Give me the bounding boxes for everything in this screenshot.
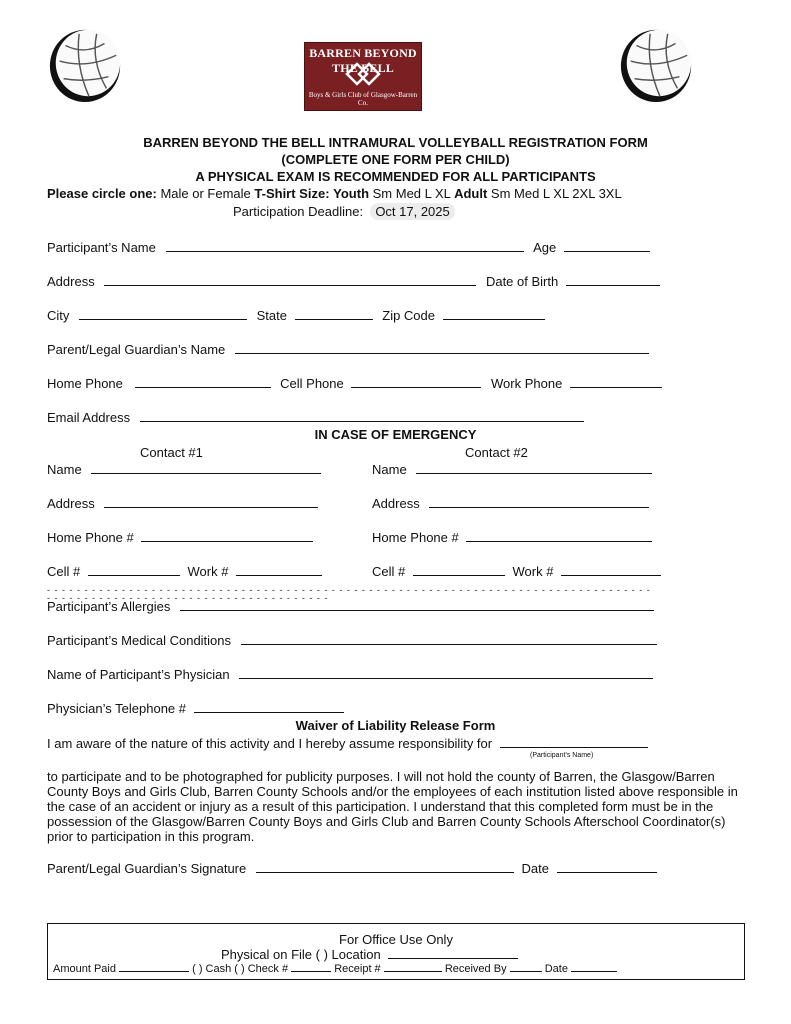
waiver-paragraph-line: County Boys and Girls Club, Barren County Schools and/or the employees of each institution listed above responsible in [47, 784, 738, 799]
physician-field[interactable] [239, 667, 653, 679]
zip-label: Zip Code [382, 308, 435, 323]
club-logo [304, 42, 422, 111]
contact2-heading: Contact #2 [465, 445, 528, 460]
guardian-name-label: Parent/Legal Guardian’s Name [47, 342, 226, 357]
form-title: BARREN BEYOND THE BELL INTRAMURAL VOLLEYBALL REGISTRATION FORM [143, 135, 648, 150]
cell-phone-label: Cell Phone [280, 376, 344, 391]
logo-text: BARREN BEYOND THE BELL [309, 46, 417, 75]
waiver-heading: Waiver of Liability Release Form [295, 718, 496, 733]
address-label: Address [47, 274, 95, 289]
logo-subtext: Boys & Girls Club of Glasgow-Barren Co. [308, 91, 418, 107]
contact1-heading: Contact #1 [140, 445, 203, 460]
emergency-heading: IN CASE OF EMERGENCY [314, 427, 477, 442]
contact1-address-label: Address [47, 496, 95, 511]
amount-paid-field[interactable] [119, 962, 189, 972]
contact2-address-row [372, 496, 649, 511]
deadline-row [233, 204, 455, 219]
contact1-address-row [47, 496, 318, 511]
contact2-home-label: Home Phone # [372, 530, 459, 545]
received-by-label: Received By [444, 963, 507, 975]
office-date-field[interactable] [571, 962, 617, 972]
participant-name-label: Participant’s Name [47, 240, 156, 255]
dob-field[interactable] [566, 274, 660, 286]
conditions-field[interactable] [241, 633, 657, 645]
physician-label: Name of Participant’s Physician [47, 667, 230, 682]
work-phone-field[interactable] [570, 376, 662, 388]
form-subtitle: (COMPLETE ONE FORM PER CHILD) [281, 152, 510, 167]
contact1-name-field[interactable] [91, 462, 321, 474]
state-label: State [256, 308, 287, 323]
waiver-participant-field[interactable] [500, 736, 648, 748]
age-field[interactable] [564, 240, 650, 252]
contact2-address-field[interactable] [429, 496, 649, 508]
office-physical-row [221, 947, 791, 962]
location-field[interactable] [388, 947, 518, 959]
payment-method-label[interactable]: ( ) Cash ( ) Check # [192, 963, 289, 975]
adult-sizes[interactable]: Sm Med L XL 2XL 3XL [490, 186, 622, 201]
contact2-name-label: Name [372, 462, 407, 477]
phones-row [47, 376, 662, 391]
contact2-address-label: Address [372, 496, 420, 511]
allergies-row [47, 599, 654, 614]
physician-phone-label: Physician’s Telephone # [47, 701, 187, 716]
signature-date-label: Date [521, 861, 549, 876]
contact1-address-field[interactable] [104, 496, 318, 508]
physician-phone-row [47, 701, 344, 716]
contact1-name-row [47, 462, 321, 477]
state-field[interactable] [295, 308, 373, 320]
volleyball-icon [46, 26, 124, 104]
signature-label: Parent/Legal Guardian’s Signature [47, 861, 247, 876]
contact2-work-field[interactable] [561, 564, 661, 576]
tshirt-label: T-Shirt Size: [254, 186, 330, 201]
contact2-home-row [372, 530, 652, 545]
waiver-paragraph-line: to participate and to be photographed for publicity purposes. I will not hold the county of Barren, the Glasgow/Barren [47, 769, 715, 784]
dob-label: Date of Birth [485, 274, 559, 289]
participant-name-row [47, 240, 650, 255]
city-label: City [47, 308, 70, 323]
age-label: Age [533, 240, 557, 255]
participant-name-field[interactable] [166, 240, 524, 252]
handshake-logo-icon [343, 60, 383, 88]
address-field[interactable] [104, 274, 476, 286]
check-number-field[interactable] [291, 962, 331, 972]
participant-name-caption: (Participant’s Name) [530, 752, 594, 759]
home-phone-label: Home Phone [47, 376, 123, 391]
contact1-home-label: Home Phone # [47, 530, 134, 545]
contact1-cell-label: Cell # [47, 564, 81, 579]
waiver-line1 [47, 736, 648, 751]
zip-field[interactable] [443, 308, 545, 320]
contact2-cell-field[interactable] [413, 564, 505, 576]
adult-label: Adult [454, 186, 488, 201]
circle-one-label: Please circle one: [47, 186, 157, 201]
waiver-paragraph-line: possession of the Glasgow/Barren County Boys and Girls Club and Barren County Schools Afterschool Coordinator(s) [47, 814, 726, 829]
receipt-label: Receipt # [334, 963, 381, 975]
email-field[interactable] [140, 410, 584, 422]
waiver-paragraph-line: prior to participation in this program. [47, 829, 255, 844]
city-field[interactable] [79, 308, 247, 320]
office-use-box [47, 923, 745, 980]
physician-row [47, 667, 653, 682]
contact2-name-field[interactable] [416, 462, 652, 474]
home-phone-field[interactable] [135, 376, 271, 388]
contact1-cell-row [47, 564, 322, 579]
physician-phone-field[interactable] [194, 701, 344, 713]
contact1-name-label: Name [47, 462, 82, 477]
allergies-label: Participant’s Allergies [47, 599, 171, 614]
work-phone-label: Work Phone [491, 376, 563, 391]
signature-row [47, 861, 657, 876]
signature-date-field[interactable] [557, 861, 657, 873]
volleyball-icon [617, 26, 695, 104]
circle-one-row [47, 186, 622, 201]
email-label: Email Address [47, 410, 131, 425]
allergies-field[interactable] [180, 599, 654, 611]
contact2-cell-row [372, 564, 661, 579]
contact2-name-row [372, 462, 652, 477]
contact2-home-field[interactable] [466, 530, 652, 542]
gender-options[interactable]: Male or Female [160, 186, 251, 201]
contact1-work-field[interactable] [236, 564, 322, 576]
contact1-work-label: Work # [187, 564, 229, 579]
physical-on-file-label[interactable]: Physical on File ( ) Location [221, 947, 381, 962]
office-title: For Office Use Only [339, 932, 453, 947]
youth-sizes[interactable]: Sm Med L XL [372, 186, 451, 201]
guardian-row [47, 342, 649, 357]
contact2-work-label: Work # [512, 564, 554, 579]
receipt-field[interactable] [384, 962, 442, 972]
waiver-paragraph-line: the case of an accident or injury as a result of this participation. I understand that this completed form must be in the [47, 799, 714, 814]
guardian-name-field[interactable] [235, 342, 649, 354]
contact2-cell-label: Cell # [372, 564, 406, 579]
address-row [47, 274, 660, 289]
signature-field[interactable] [256, 861, 514, 873]
waiver-line1-text: I am aware of the nature of this activity and I hereby assume responsibility for [47, 736, 493, 751]
amount-paid-label: Amount Paid [53, 963, 116, 975]
contact1-home-field[interactable] [141, 530, 313, 542]
youth-label: Youth [333, 186, 370, 201]
deadline-value: Oct 17, 2025 [370, 203, 454, 220]
form-notice: A PHYSICAL EXAM IS RECOMMENDED FOR ALL PARTICIPANTS [195, 169, 596, 184]
city-row [47, 308, 545, 323]
email-row [47, 410, 584, 425]
conditions-label: Participant’s Medical Conditions [47, 633, 232, 648]
contact1-home-row [47, 530, 313, 545]
office-payment-row [53, 962, 749, 975]
contact1-cell-field[interactable] [88, 564, 180, 576]
received-by-field[interactable] [510, 962, 542, 972]
deadline-label: Participation Deadline: [233, 204, 364, 219]
office-date-label: Date [544, 963, 568, 975]
cell-phone-field[interactable] [351, 376, 481, 388]
conditions-row [47, 633, 657, 648]
dashed-divider: - - - - - - - - - - - - - - - - - - - - - - - - - - - - - - - - - - - - - - - - - - - - - - - - - - - - - - - - - - - - - - - - - - - - - - - - - - - - - - - - - - - - - - - - - - - - - - - - - - - - - - - - - - - - - - - - - - - - - - - [47, 586, 651, 602]
